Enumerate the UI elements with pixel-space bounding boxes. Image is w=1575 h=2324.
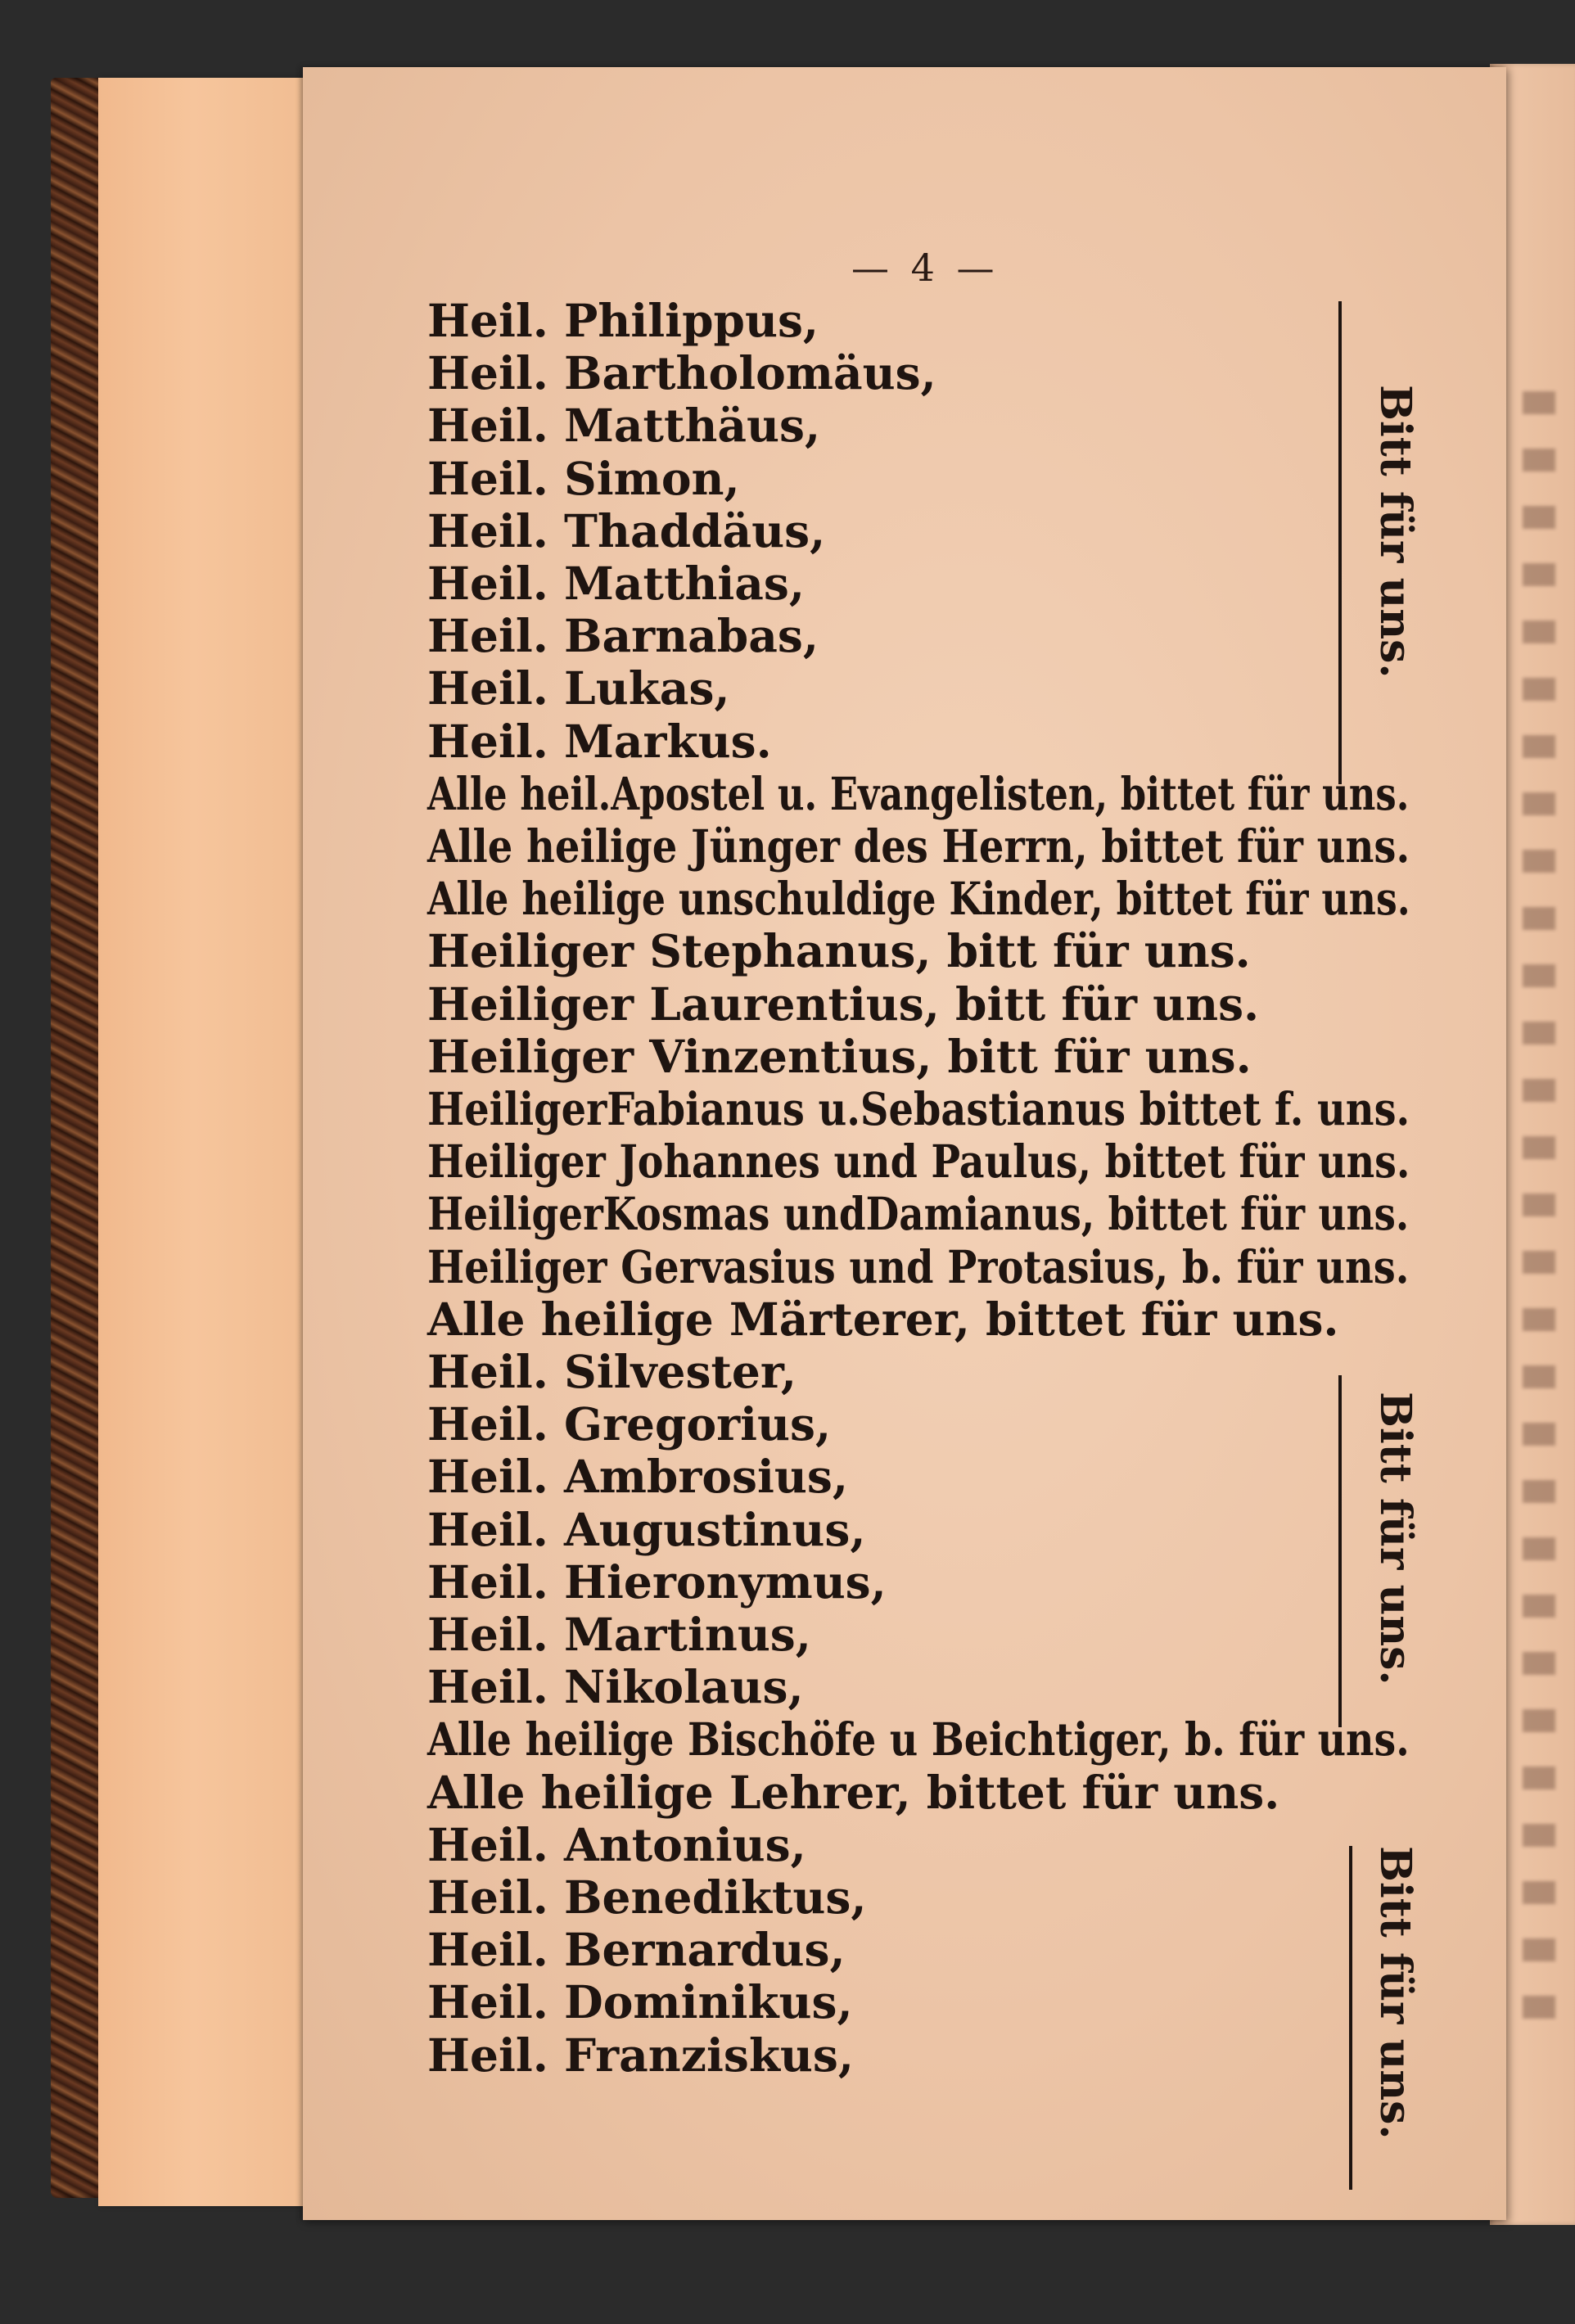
bracket-monks (1349, 1846, 1352, 2190)
text-line: Heil. Matthäus, (427, 399, 821, 453)
text-line: Heil. Hieronymus, (427, 1555, 887, 1609)
text-line: Heil. Benediktus, (427, 1870, 867, 1924)
text-line: Alle heilige Lehrer, bittet für uns. (427, 1765, 1280, 1819)
text-line: Heil. Bartholomäus, (427, 346, 936, 400)
text-line: Heil. Franziskus, (427, 2028, 855, 2082)
text-line: Heil. Antonius, (427, 1817, 806, 1871)
text-line: Heil. Martinus, (427, 1608, 811, 1661)
text-line: Heil. Bernardus, (427, 1923, 846, 1977)
bracket-apostles (1338, 301, 1342, 784)
text-line: Heil. Barnabas, (427, 609, 819, 663)
text-line: Heil. Ambrosius, (427, 1450, 848, 1504)
bracket-confessors (1338, 1375, 1342, 1727)
bracket-label-confessors: Bitt für uns. (1370, 1392, 1420, 1685)
text-line: Alle heilige Märterer, bittet für uns. (427, 1292, 1339, 1346)
bracket-label-apostles: Bitt für uns. (1370, 385, 1420, 679)
page-number: — 4 — (851, 246, 1000, 290)
text-line: Heiliger Stephanus, bitt für uns. (427, 924, 1251, 978)
text-line: Alle heilige Bischöfe u Beichtiger, b. für uns. (427, 1713, 1410, 1767)
text-line: Heil. Augustinus, (427, 1502, 866, 1556)
text-line: Heiliger Gervasius und Protasius, b. für uns. (427, 1239, 1410, 1293)
text-line: Alle heilige unschuldige Kinder, bittet für uns. (427, 872, 1410, 926)
text-line: Heil. Markus. (427, 714, 772, 768)
text-line: Alle heil.Apostel u. Evangelisten, bittet für uns. (427, 766, 1410, 820)
text-line: Heil. Dominikus, (427, 1975, 853, 2029)
text-line: Heil. Gregorius, (427, 1397, 832, 1451)
text-line: Heil. Thaddäus, (427, 503, 826, 557)
text-line: HeiligerFabianus u.Sebastianus bittet f. uns. (427, 1082, 1410, 1135)
bracket-label-monks: Bitt für uns. (1370, 1846, 1420, 2140)
text-line: Alle heilige Jünger des Herrn, bittet für uns. (427, 819, 1410, 873)
text-line: Heil. Nikolaus, (427, 1660, 804, 1714)
text-line: Heil. Lukas, (427, 661, 730, 715)
text-line: Heil. Philippus, (427, 294, 819, 347)
text-line: Heil. Simon, (427, 451, 740, 505)
bleed-through-text (1523, 391, 1555, 2028)
text-line: Heiliger Laurentius, bitt für uns. (427, 977, 1260, 1031)
text-line: Heiliger Johannes und Paulus, bittet für uns. (427, 1135, 1410, 1189)
text-line: HeiligerKosmas undDamianus, bittet für uns. (427, 1187, 1410, 1241)
endpaper (98, 78, 336, 2206)
text-line: Heiliger Vinzentius, bitt für uns. (427, 1029, 1252, 1083)
text-line: Heil. Silvester, (427, 1345, 797, 1398)
text-line: Heil. Matthias, (427, 557, 806, 610)
